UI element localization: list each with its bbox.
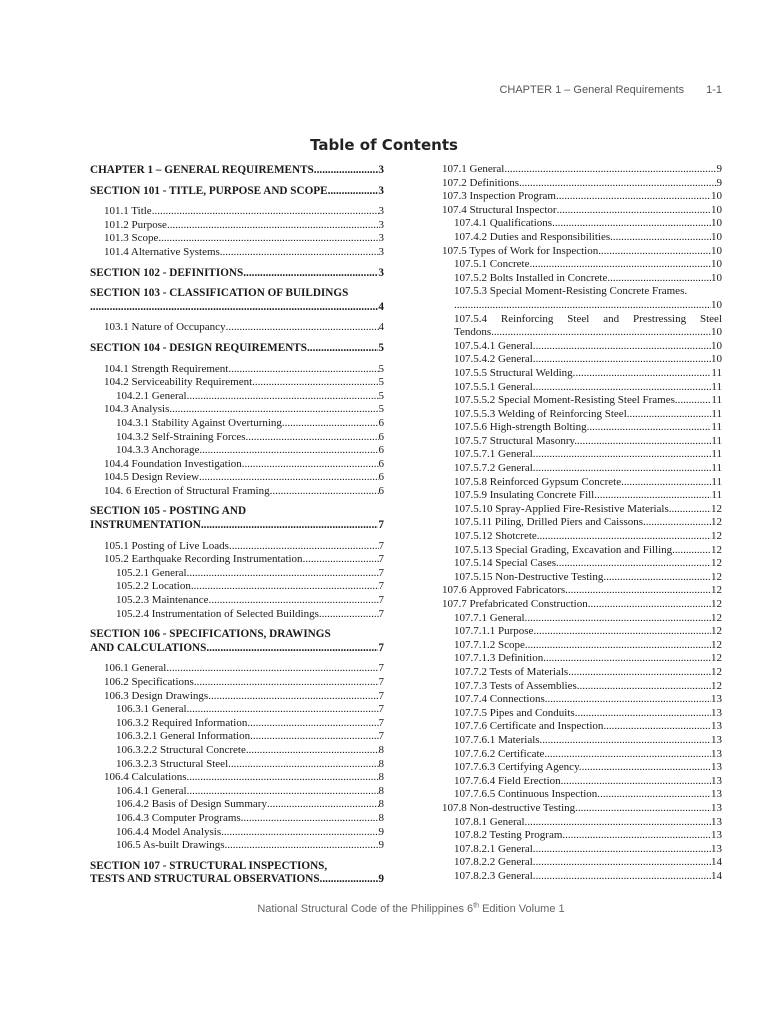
- toc-entry[interactable]: 101.1 Title ..... 3: [90, 205, 384, 219]
- toc-entry[interactable]: 107.8.1 General. ..... 13: [442, 816, 722, 830]
- toc-entry[interactable]: 107.5.8 Reinforced Gypsum Concrete. ..... 11: [442, 476, 722, 490]
- toc-entry[interactable]: 106.4.2 Basis of Design Summary ..... 8: [90, 798, 384, 812]
- toc-entry[interactable]: 104.3.3 Anchorage. ..... 6: [90, 444, 384, 458]
- toc-entry[interactable]: 107.7.3 Tests of Assemblies. ..... 12: [442, 680, 722, 694]
- toc-entry[interactable]: 107.8.2.3 General. ..... 14: [442, 870, 722, 884]
- toc-entry[interactable]: 107.8.2.2 General. ..... 14: [442, 856, 722, 870]
- toc-section-entry[interactable]: SECTION 104 - DESIGN REQUIREMENTS ..... 5: [90, 342, 384, 356]
- page-title: Table of Contents: [310, 136, 458, 154]
- toc-entry[interactable]: 107.7.5 Pipes and Conduits. ..... 13: [442, 707, 722, 721]
- toc-entry[interactable]: 105.1 Posting of Live Loads ..... 7: [90, 540, 384, 554]
- toc-entry[interactable]: 107.4.2 Duties and Responsibilities. ..... 10: [442, 231, 722, 245]
- toc-entry[interactable]: 107.7.1 General. ..... 12: [442, 612, 722, 626]
- toc-entry[interactable]: 107.5.1 Concrete. ..... 10: [442, 258, 722, 272]
- toc-entry[interactable]: 107.5.15 Non-Destructive Testing. ..... 12: [442, 571, 722, 585]
- toc-entry[interactable]: 106.2 Specifications ..... 7: [90, 676, 384, 690]
- toc-entry[interactable]: 107.8.2.1 General. ..... 13: [442, 843, 722, 857]
- toc-entry[interactable]: 107.5.6 High-strength Bolting. ..... 11: [442, 421, 722, 435]
- toc-entry[interactable]: 107.3 Inspection Program ..... 10: [442, 190, 722, 204]
- toc-entry[interactable]: 107.7 Prefabricated Construction ..... 12: [442, 598, 722, 612]
- toc-entry[interactable]: 104.5 Design Review ..... 6: [90, 471, 384, 485]
- toc-entry[interactable]: 107.8 Non-destructive Testing ..... 13: [442, 802, 722, 816]
- toc-entry[interactable]: 107.5.5.3 Welding of Reinforcing Steel. ..... 11: [442, 408, 722, 422]
- toc-entry[interactable]: 107.5.13 Special Grading, Excavation and Filling. ..... 12: [442, 544, 722, 558]
- toc-entry[interactable]: 101.3 Scope ..... 3: [90, 232, 384, 246]
- toc-entry[interactable]: 104.3 Analysis ..... 5: [90, 403, 384, 417]
- toc-entry[interactable]: 104.2.1 General ..... 5: [90, 390, 384, 404]
- toc-entry[interactable]: 107.5.12 Shotcrete. ..... 12: [442, 530, 722, 544]
- footer-text-before: National Structural Code of the Philippines 6: [257, 903, 474, 915]
- toc-entry[interactable]: 104.3.2 Self-Straining Forces. ..... 6: [90, 431, 384, 445]
- toc-entry[interactable]: 106.4.1 General ..... 8: [90, 785, 384, 799]
- toc-section-entry[interactable]: SECTION 102 - DEFINITIONS ..... 3: [90, 267, 384, 281]
- toc-entry[interactable]: 106.4.3 Computer Programs. ..... 8: [90, 812, 384, 826]
- toc-entry[interactable]: 107.5.10 Spray-Applied Fire-Resistive Materials. ..... 12: [442, 503, 722, 517]
- toc-entry[interactable]: 107.5.7 Structural Masonry. ..... 11: [442, 435, 722, 449]
- toc-entry[interactable]: 107.5.2 Bolts Installed in Concrete. ..... 10: [442, 272, 722, 286]
- toc-section-entry[interactable]: SECTION 103 - CLASSIFICATION OF BUILDINGS: [90, 287, 349, 300]
- header-chapter: CHAPTER 1 – General Requirements: [499, 84, 685, 96]
- header-page-number: 1-1: [706, 84, 722, 96]
- toc-chapter-entry[interactable]: CHAPTER 1 – GENERAL REQUIREMENTS ..... 3: [90, 164, 384, 178]
- footer-superscript: th: [473, 902, 480, 910]
- toc-entry[interactable]: 106.4.4 Model Analysis. ..... 9: [90, 826, 384, 840]
- toc-entry[interactable]: 106.3 Design Drawings ..... 7: [90, 690, 384, 704]
- toc-entry[interactable]: 107.6 Approved Fabricators ..... 12: [442, 584, 722, 598]
- toc-entry[interactable]: 107.7.1.3 Definition. ..... 12: [442, 652, 722, 666]
- toc-entry[interactable]: 107.5.4.2 General. ..... 10: [442, 353, 722, 367]
- toc-entry[interactable]: 107.7.1.1 Purpose. ..... 12: [442, 625, 722, 639]
- toc-entry[interactable]: 107.5.4.1 General. ..... 10: [442, 340, 722, 354]
- toc-entry[interactable]: 105.2.3 Maintenance. ..... 7: [90, 594, 384, 608]
- toc-entry[interactable]: 107.1 General ..... 9: [442, 163, 722, 177]
- toc-entry[interactable]: 107.7.6 Certificate and Inspection. ..... 13: [442, 720, 722, 734]
- toc-entry[interactable]: 107.5.11 Piling, Drilled Piers and Caissons. ..... 12: [442, 516, 722, 530]
- toc-entry[interactable]: 101.2 Purpose ..... 3: [90, 219, 384, 233]
- toc-entry[interactable]: 107.5.14 Special Cases. ..... 12: [442, 557, 722, 571]
- toc-entry-continued[interactable]: ..... 10: [442, 299, 722, 313]
- toc-entry[interactable]: 104. 6 Erection of Structural Framing ..... 6: [90, 485, 384, 499]
- toc-entry[interactable]: 107.2 Definitions ..... 9: [442, 177, 722, 191]
- toc-entry[interactable]: 105.2.4 Instrumentation of Selected Buildings. ..... 7: [90, 608, 384, 622]
- toc-entry[interactable]: 107.5.7.1 General. ..... 11: [442, 448, 722, 462]
- toc-entry[interactable]: 104.2 Serviceability Requirement ..... 5: [90, 376, 384, 390]
- toc-entry[interactable]: 107.5.5.2 Special Moment-Resisting Steel Frames. ..... 11: [442, 394, 722, 408]
- toc-entry[interactable]: 106.3.2.2 Structural Concrete ..... 8: [90, 744, 384, 758]
- toc-section-entry-continued[interactable]: AND CALCULATIONS ..... 7: [90, 642, 384, 656]
- toc-entry[interactable]: 107.5.5 Structural Welding. ..... 11: [442, 367, 722, 381]
- toc-entry[interactable]: 105.2.1 General ..... 7: [90, 567, 384, 581]
- toc-entry[interactable]: 103.1 Nature of Occupancy ..... 4: [90, 321, 384, 335]
- toc-entry[interactable]: 104.3.1 Stability Against Overturning. ..... 6: [90, 417, 384, 431]
- toc-entry-continued[interactable]: Tendons. ..... 10: [442, 326, 722, 340]
- toc-entry[interactable]: 107.8.2 Testing Program. ..... 13: [442, 829, 722, 843]
- toc-entry[interactable]: 106.3.2 Required Information ..... 7: [90, 717, 384, 731]
- toc-section-entry-continued[interactable]: INSTRUMENTATION ..... 7: [90, 519, 384, 533]
- running-header: [499, 84, 722, 96]
- toc-section-entry[interactable]: SECTION 107 - STRUCTURAL INSPECTIONS,: [90, 859, 328, 872]
- toc-entry[interactable]: 107.5.4 Reinforcing Steel and Prestressing Steel: [454, 312, 722, 325]
- toc-entry[interactable]: 106.3.2.3 Structural Steel ..... 8: [90, 758, 384, 772]
- toc-entry[interactable]: 107.7.6.2 Certificate. ..... 13: [442, 748, 722, 762]
- toc-left-column: [90, 164, 384, 887]
- page-footer: [0, 903, 768, 915]
- toc-entry[interactable]: 104.4 Foundation Investigation ..... 6: [90, 458, 384, 472]
- toc-section-entry[interactable]: SECTION 105 - POSTING AND: [90, 505, 247, 518]
- toc-entry[interactable]: 104.1 Strength Requirement ..... 5: [90, 363, 384, 377]
- toc-entry[interactable]: 107.7.6.4 Field Erection. ..... 13: [442, 775, 722, 789]
- toc-entry[interactable]: 105.2 Earthquake Recording Instrumentation ..... 7: [90, 553, 384, 567]
- toc-entry[interactable]: 107.7.6.1 Materials. ..... 13: [442, 734, 722, 748]
- toc-entry[interactable]: 107.5.3 Special Moment-Resisting Concrete Frames.: [454, 285, 688, 298]
- toc-entry[interactable]: 106.5 As-built Drawings ..... 9: [90, 839, 384, 853]
- toc-section-entry-continued[interactable]: TESTS AND STRUCTURAL OBSERVATIONS ..... 9: [90, 873, 384, 887]
- toc-entry[interactable]: 107.7.4 Connections. ..... 13: [442, 693, 722, 707]
- toc-entry[interactable]: 107.4.1 Qualifications. ..... 10: [442, 217, 722, 231]
- toc-section-entry-continued[interactable]: ..... 4: [90, 301, 384, 315]
- toc-entry[interactable]: 107.7.6.5 Continuous Inspection. ..... 13: [442, 788, 722, 802]
- toc-right-column: [442, 163, 722, 883]
- toc-section-entry[interactable]: SECTION 106 - SPECIFICATIONS, DRAWINGS: [90, 628, 331, 641]
- toc-entry[interactable]: 106.1 General ..... 7: [90, 662, 384, 676]
- toc-entry[interactable]: 107.5.9 Insulating Concrete Fill. ..... 11: [442, 489, 722, 503]
- toc-entry[interactable]: 107.7.1.2 Scope. ..... 12: [442, 639, 722, 653]
- toc-entry[interactable]: 105.2.2 Location. ..... 7: [90, 580, 384, 594]
- toc-entry[interactable]: 106.4 Calculations ..... 8: [90, 771, 384, 785]
- toc-entry[interactable]: 107.5 Types of Work for Inspection ..... 10: [442, 245, 722, 259]
- footer-text-after: Edition Volume 1: [479, 903, 565, 915]
- toc-entry[interactable]: 107.7.2 Tests of Materials. ..... 12: [442, 666, 722, 680]
- toc-entry[interactable]: 107.5.5.1 General. ..... 11: [442, 381, 722, 395]
- toc-section-entry[interactable]: SECTION 101 - TITLE, PURPOSE AND SCOPE ..... 3: [90, 185, 384, 199]
- toc-entry[interactable]: 106.3.2.1 General Information ..... 7: [90, 730, 384, 744]
- toc-entry[interactable]: 107.4 Structural Inspector ..... 10: [442, 204, 722, 218]
- toc-entry[interactable]: 106.3.1 General ..... 7: [90, 703, 384, 717]
- toc-entry[interactable]: 107.5.7.2 General. ..... 11: [442, 462, 722, 476]
- toc-entry[interactable]: 101.4 Alternative Systems ..... 3: [90, 246, 384, 260]
- toc-entry[interactable]: 107.7.6.3 Certifying Agency. ..... 13: [442, 761, 722, 775]
